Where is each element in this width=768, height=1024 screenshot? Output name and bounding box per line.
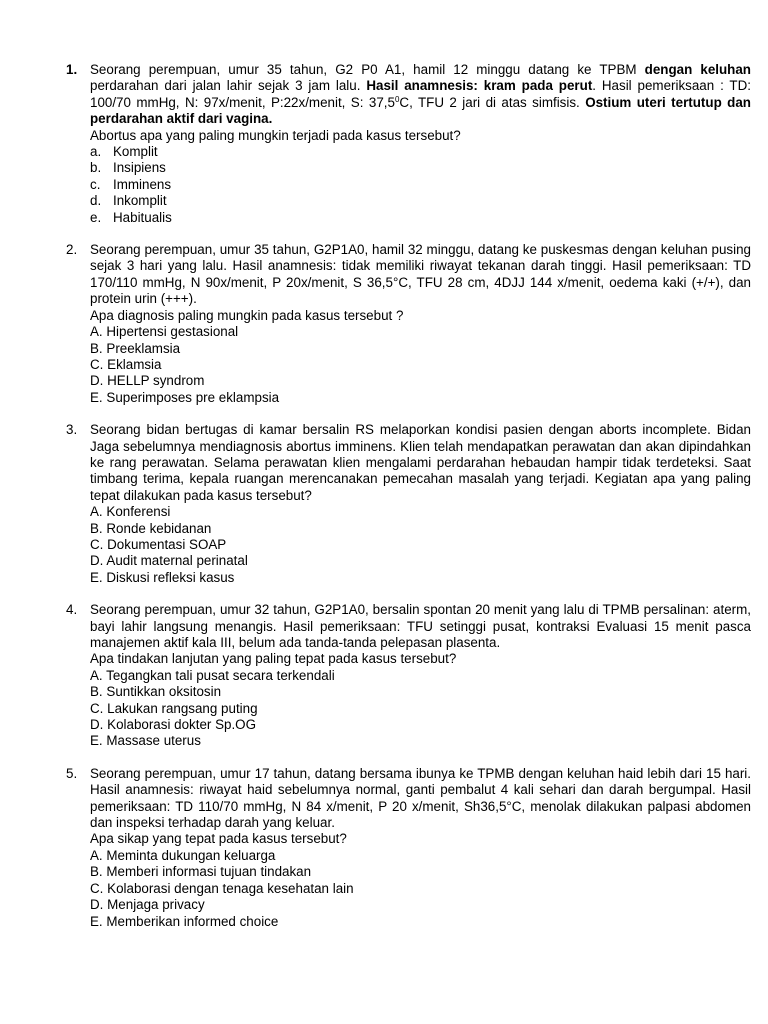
answer-option [90,701,751,717]
option-letter: B. [90,520,103,536]
answer-options [90,848,751,930]
question-2 [66,242,751,406]
answer-options [90,504,751,586]
answer-option [90,193,751,209]
answer-options [90,324,751,406]
option-letter: d. [90,193,102,209]
option-text: Memberikan informed choice [106,913,279,929]
question-4 [66,602,751,750]
option-letter: E. [90,733,103,749]
answer-option [90,373,751,389]
option-letter: D. [90,897,104,913]
answer-option [90,177,751,193]
option-letter: C. [90,880,104,896]
answer-option [90,341,751,357]
stem-text: perdarahan dari jalan lahir sejak 3 jam lalu. [90,78,367,94]
superscript: 0 [394,94,400,104]
option-text: Audit maternal perinatal [106,553,248,569]
option-text: Ronde kebidanan [106,520,212,536]
answer-option [90,733,751,749]
answer-option [90,897,751,913]
option-letter: C. [90,356,104,372]
option-text: Suntikkan oksitosin [106,684,222,700]
option-letter: e. [90,209,102,225]
option-text: Preeklamsia [106,340,181,356]
question-5 [66,765,751,930]
option-letter: D. [90,717,104,733]
question-number: 5. [66,765,78,781]
stem-bold-text: Ostium uteri tertutup dan perdarahan aktif dari vagina. [90,94,751,127]
answer-option [90,570,751,586]
option-text: Inkomplit [113,193,167,209]
answer-option [90,160,751,176]
answer-option [90,357,751,373]
option-text: Dokumentasi SOAP [107,536,227,552]
document-page [0,62,768,946]
question-number: 3. [66,422,78,438]
option-letter: D. [90,553,104,569]
option-text: Imminens [113,176,172,192]
option-letter: C. [90,536,104,552]
option-text: Superimposes pre eklampsia [106,389,280,405]
answer-option [90,914,751,930]
answer-options [90,144,751,226]
stem-bold-text: dengan keluhan [644,62,751,77]
question-prompt: Apa sikap yang tepat pada kasus tersebut? [90,831,347,847]
option-text: Meminta dukungan keluarga [106,847,276,863]
option-letter: B. [90,864,103,880]
question-prompt: Apa diagnosis paling mungkin pada kasus tersebut ? [90,307,404,323]
question-stem: Seorang bidan bertugas di kamar bersalin RS melaporkan kondisi pasien dengan aborts incomplete. Bidan Jaga sebelumnya mendiagnosis abortus imminens. Klien telah mendapatkan perawatan dan akan dipindahkan ke rang perawatan. Selama perawatan klien mengalami perdarahan hebaudan hampir tidak terdeteksi. Saat timbang terima, kepala ruangan merencanakan pemecahan masalah yang terjadi. Kegiatan apa yang paling tepat dilakukan pada kasus tersebut? [90,422,751,503]
option-text: Lakukan rangsang puting [107,700,258,716]
option-letter: D. [90,373,104,389]
question-stem: Seorang perempuan, umur 35 tahun, G2P1A0, hamil 32 minggu, datang ke puskesmas dengan keluhan pusing sejak 3 hari yang lalu. Hasil anamnesis: tidak memiliki riwayat tekanan darah tinggi. Hasil pemeriksaan: TD 170/110 mmHg, N 90x/menit, P 20x/menit, S 36,5°C, TFU 28 cm, 4DJJ 144 x/menit, oedema kaki (+/+), dan protein urin (+++). [90,242,751,307]
option-text: Memberi informasi tujuan tindakan [106,864,312,880]
option-text: Diskusi refleksi kasus [106,569,235,585]
question-1 [66,62,751,226]
option-letter: A. [90,847,103,863]
option-letter: E. [90,569,103,585]
answer-option [90,553,751,569]
option-text: Eklamsia [107,356,162,372]
question-number: 2. [66,242,78,258]
answer-option [90,848,751,864]
option-text: Konferensi [106,504,171,520]
question-3 [66,422,751,586]
option-letter: B. [90,684,103,700]
option-letter: C. [90,700,104,716]
option-text: Tegangkan tali pusat secara terkendali [106,667,335,683]
answer-options [90,668,751,750]
answer-option [90,881,751,897]
option-text: Insipiens [113,160,166,176]
answer-option [90,717,751,733]
answer-option [90,668,751,684]
question-stem: Seorang perempuan, umur 17 tahun, datang bersama ibunya ke TPMB dengan keluhan haid lebih dari 15 hari. Hasil anamnesis: riwayat haid sebelumnya normal, ganti pembalut 4 kali sehari dan darah bergumpal. Hasil pemeriksaan: TD 110/70 mmHg, N 84 x/menit, P 20 x/menit, Sh36,5°C, menolak dilakukan palpasi abdomen dan inspeksi terhadap darah yang keluar. [90,765,751,831]
option-letter: b. [90,160,102,176]
option-letter: E. [90,389,103,405]
option-text: Komplit [113,144,158,160]
option-text: Kolaborasi dokter Sp.OG [107,717,257,733]
option-letter: A. [90,667,103,683]
answer-option [90,684,751,700]
stem-text: C, TFU 2 jari di atas simfisis. [399,94,586,110]
stem-text: Seorang perempuan, umur 35 tahun, G2 P0 A1, hamil 12 minggu datang ke TPBM [90,62,645,77]
question-stem: Seorang perempuan, umur 32 tahun, G2P1A0, bersalin spontan 20 menit yang lalu di TPMB persalinan: aterm, bayi lahir langsung menangis. Hasil pemeriksaan: TFU setinggi pusat, kontraksi Evaluasi 15 menit pasca manajemen aktif kala III, belum ada tanda-tanda pelepasan plasenta. [90,602,751,650]
option-letter: E. [90,913,103,929]
question-stem [90,62,751,128]
question-prompt: Apa tindakan lanjutan yang paling tepat pada kasus tersebut? [90,651,457,667]
option-text: Kolaborasi dengan tenaga kesehatan lain [107,880,354,896]
answer-option [90,210,751,226]
question-number: 4. [66,602,78,618]
question-number: 1. [66,62,78,77]
stem-text: . Hasil pemeriksaan : TD: 100/70 mmHg, N: 97x/menit, P:22x/menit, S: 37,5 [90,78,751,110]
answer-option [90,537,751,553]
question-prompt: Abortus apa yang paling mungkin terjadi pada kasus tersebut? [90,127,461,143]
answer-option [90,144,751,160]
option-letter: a. [90,144,102,160]
answer-option [90,504,751,520]
stem-bold-text: Hasil anamnesis: kram pada perut [366,78,593,94]
option-text: Massase uterus [106,733,201,749]
option-text: Menjaga privacy [107,897,205,913]
option-text: Habitualis [113,209,172,225]
option-text: Hipertensi gestasional [106,324,239,340]
option-letter: B. [90,340,103,356]
answer-option [90,324,751,340]
option-letter: A. [90,324,103,340]
option-letter: A. [90,504,103,520]
answer-option [90,864,751,880]
option-letter: c. [90,176,101,192]
answer-option [90,521,751,537]
answer-option [90,390,751,406]
option-text: HELLP syndrom [107,373,205,389]
